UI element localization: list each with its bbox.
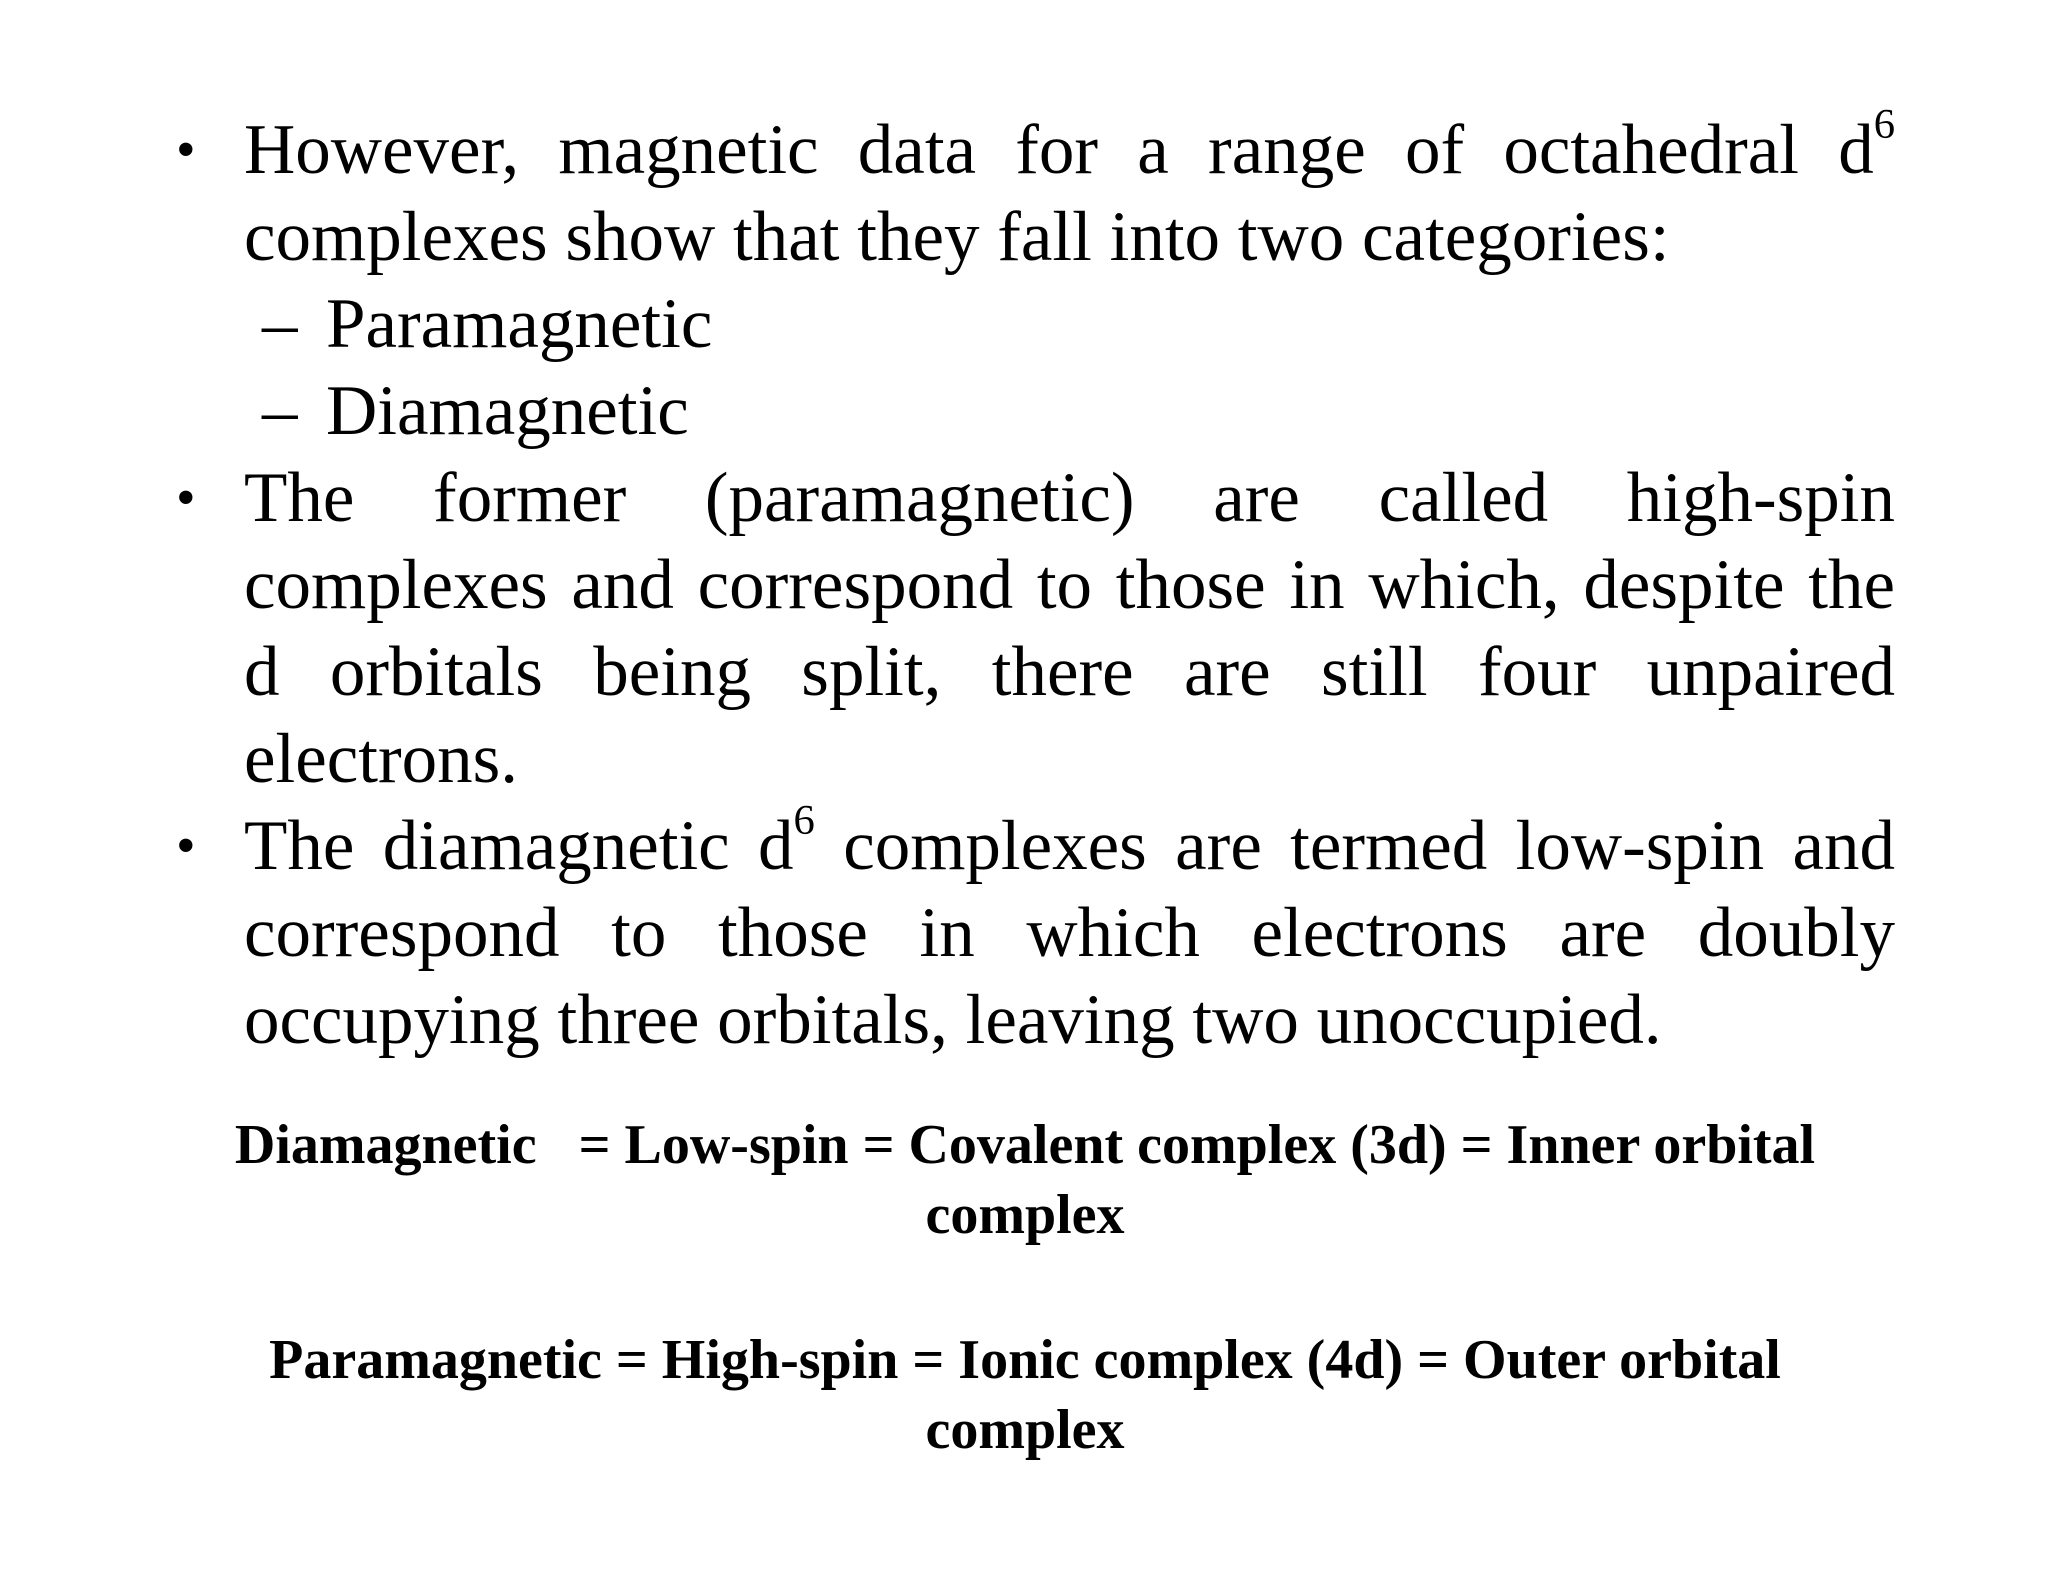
bullet-text xyxy=(244,796,1896,1064)
equation-line: Diamagnetic = Low-spin = Covalent complex (3d) = Inner orbital xyxy=(234,1114,1816,1176)
dash-marker: – xyxy=(262,372,298,450)
sub-item-label: Paramagnetic xyxy=(326,285,713,363)
bullet-item-magnetic-data xyxy=(176,100,1895,455)
bullet-list xyxy=(176,100,1896,1064)
sub-item-label: Diamagnetic xyxy=(326,372,689,450)
superscript: 6 xyxy=(793,796,815,844)
bullet-marker: • xyxy=(176,815,196,877)
bullet-item-high-spin xyxy=(176,455,1895,803)
equation-line: Paramagnetic = High-spin = Ionic complex (4d) = Outer orbital xyxy=(269,1329,1781,1391)
bullet-text-post: complexes are termed low-spin and correspond to those in which electrons are doubly occupying three orbitals, leaving two unoccupied. xyxy=(244,807,1896,1059)
bullet-text-pre: The diamagnetic d xyxy=(244,807,794,885)
bullet-text: The former (paramagnetic) are called high-spin complexes and correspond to those in which, despite the d orbitals being split, there are still four unpaired electrons. xyxy=(244,459,1895,798)
bullet-text-line2: complexes show that they fall into two categories: xyxy=(244,198,1670,276)
superscript: 6 xyxy=(1873,100,1895,148)
sub-item-diamagnetic xyxy=(244,368,1895,455)
bullet-item-low-spin xyxy=(176,796,1896,1064)
dash-marker: – xyxy=(262,285,298,363)
bullet-text: However, magnetic data for a range of octahedral d xyxy=(244,111,1874,189)
equation-line: complex xyxy=(925,1399,1125,1461)
equation-line: complex xyxy=(925,1184,1125,1246)
bullet-text-line1 xyxy=(244,100,1895,194)
equation-diamagnetic xyxy=(150,1110,1900,1250)
sub-item-paramagnetic xyxy=(244,281,1895,368)
equation-paramagnetic xyxy=(150,1325,1900,1465)
bullet-marker: • xyxy=(176,119,196,181)
bullet-marker: • xyxy=(176,467,196,529)
